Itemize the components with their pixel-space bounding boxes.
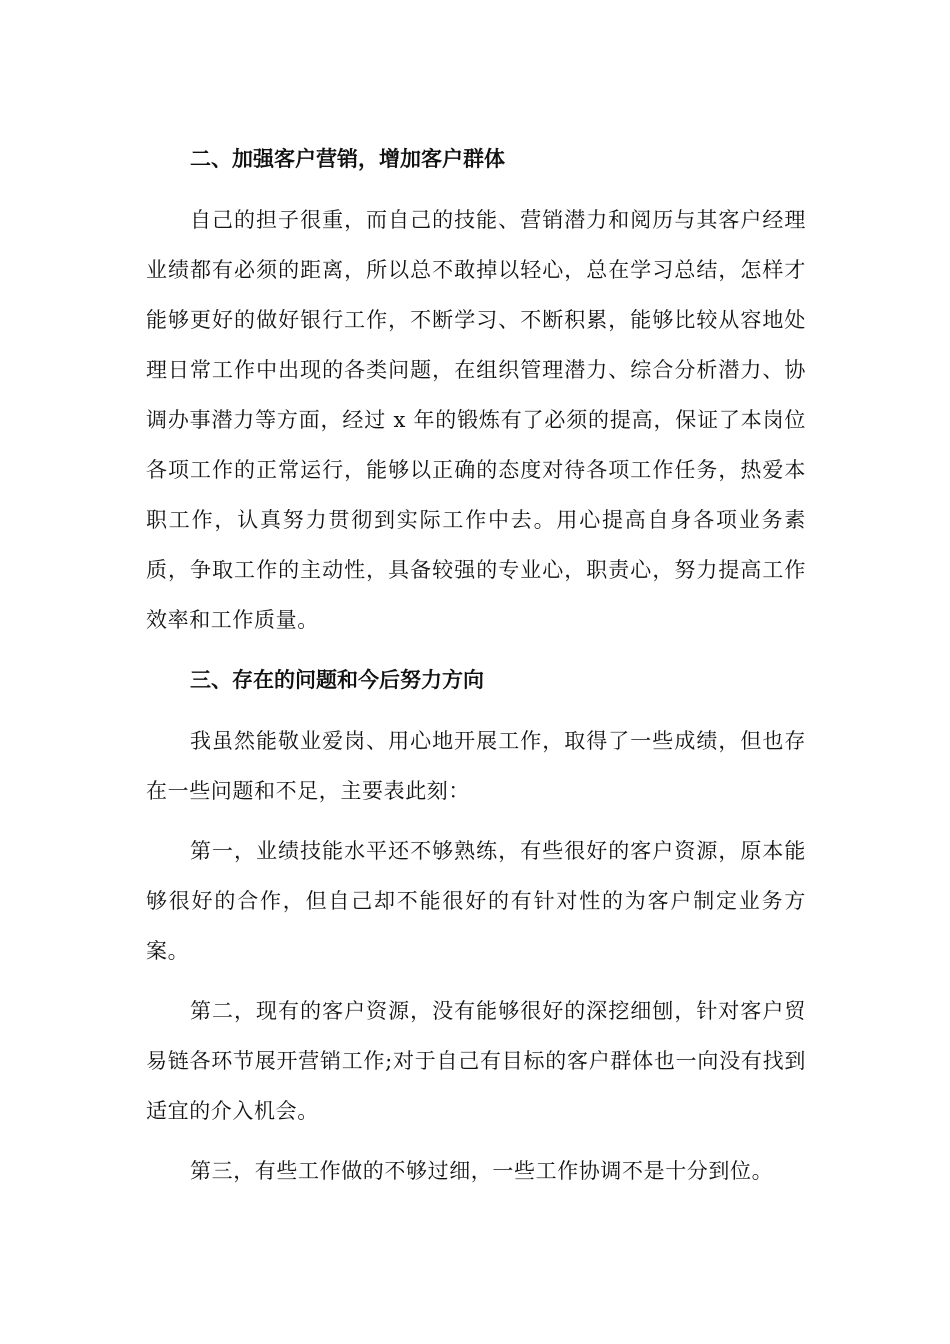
document-body — [146, 134, 806, 1206]
section-3-heading: 三、存在的问题和今后努力方向 — [190, 667, 484, 692]
section-3-intro: 我虽然能敬业爱岗、用心地开展工作，取得了一些成绩，但也存在一些问题和不足，主要表此刻： — [146, 729, 806, 803]
section-2-paragraph: 自己的担子很重，而自己的技能、营销潜力和阅历与其客户经理业绩都有必须的距离，所以总不敢掉以轻心，总在学习总结，怎样才能够更好的做好银行工作，不断学习、不断积累，能够比较从容地处理日常工作中出现的各类问题，在组织管理潜力、综合分析潜力、协调办事潜力等方面，经过 x 年的锻炼有了必须的提高，保证了本岗位各项工作的正常运行，能够以正确的态度对待各项工作任务，热爱本职工作，认真努力贯彻到实际工作中去。用心提高自身各项业务素质，争取工作的主动性，具备较强的专业心，职责心，努力提高工作效率和工作质量。 — [146, 208, 806, 632]
section-2-heading: 二、加强客户营销，增加客户群体 — [190, 146, 505, 171]
section-3-point-1: 第一，业绩技能水平还不够熟练，有些很好的客户资源，原本能够很好的合作，但自己却不能很好的有针对性的为客户制定业务方案。 — [146, 839, 806, 963]
section-3-point-3: 第三，有些工作做的不够过细，一些工作协调不是十分到位。 — [190, 1159, 774, 1183]
section-3-point-2: 第二，现有的客户资源，没有能够很好的深挖细刨，针对客户贸易链各环节展开营销工作;对于自己有目标的客户群体也一向没有找到适宜的介入机会。 — [146, 999, 806, 1123]
